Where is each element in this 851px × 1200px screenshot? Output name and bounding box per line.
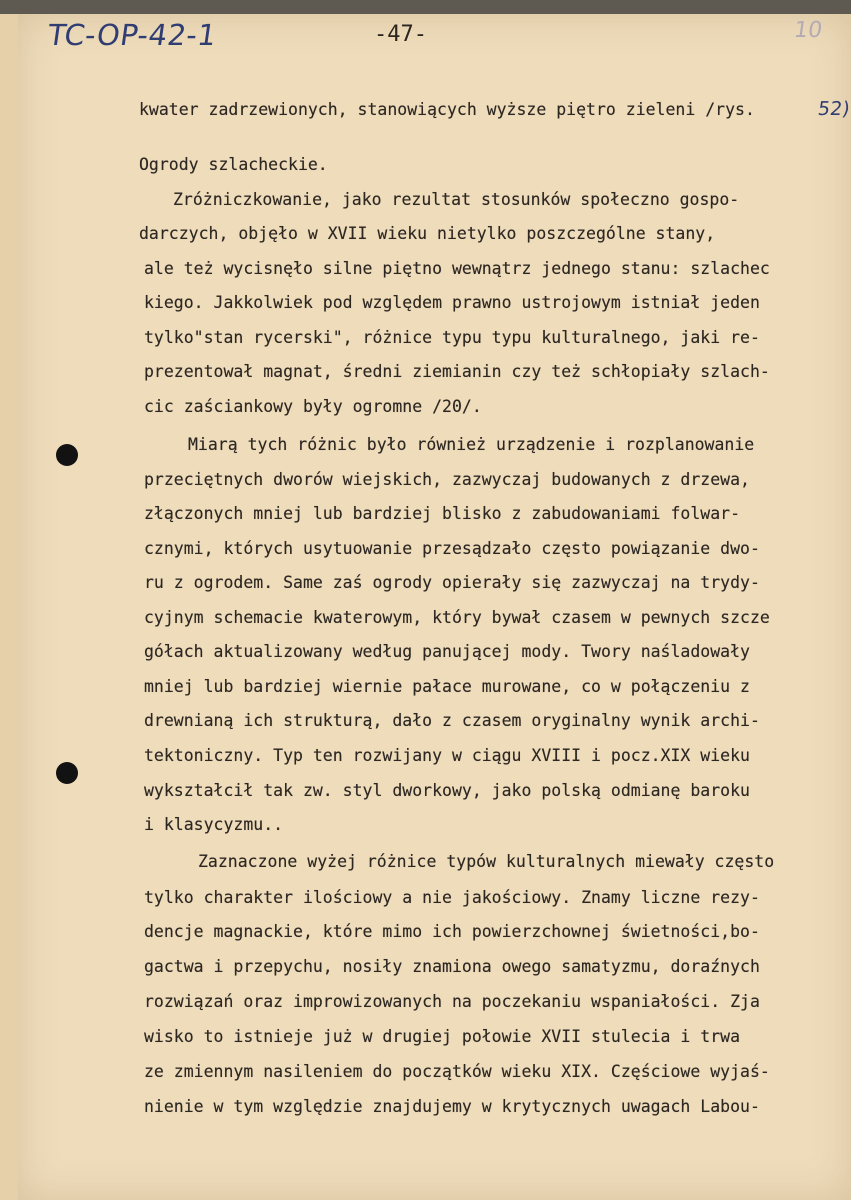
text-line: drewnianą ich strukturą, dało z czasem oryginalny wynik archi- — [144, 711, 760, 730]
text-line: kwater zadrzewionych, stanowiących wyższe piętro zieleni /rys. — [139, 100, 755, 119]
text-line: cznymi, których usytuowanie przesądzało często powiązanie dwo- — [144, 539, 760, 558]
text-line: cyjnym schemacie kwaterowym, który bywał czasem w pewnych szcze — [144, 608, 770, 627]
previous-page-edge — [0, 14, 19, 1200]
punch-hole-top — [56, 444, 78, 466]
section-heading: Ogrody szlacheckie. — [139, 155, 328, 174]
text-line: darczych, objęło w XVII wieku nietylko poszczególne stany, — [139, 224, 716, 243]
text-line: przeciętnych dworów wiejskich, zazwyczaj budowanych z drzewa, — [144, 470, 750, 489]
archive-reference-number: TC-OP-42-1 — [45, 18, 219, 52]
text-line: gółach aktualizowany według panującej mody. Twory naśladowały — [144, 642, 750, 661]
text-line: tektoniczny. Typ ten rozwijany w ciągu XVIII i pocz.XIX wieku — [144, 746, 750, 765]
text-line: gactwa i przepychu, nosiły znamiona owego samatyzmu, doraźnych — [144, 957, 760, 976]
text-line: prezentował magnat, średni ziemianin czy też schłopiały szlach- — [144, 362, 770, 381]
text-line: tylko charakter ilościowy a nie jakościowy. Znamy liczne rezy- — [144, 888, 760, 907]
punch-hole-bottom — [56, 762, 78, 784]
text-line: rozwiązań oraz improwizowanych na poczekaniu wspaniałości. Zja — [144, 992, 760, 1011]
text-line: i klasycyzmu.. — [144, 815, 284, 834]
text-line: dencje magnackie, które mimo ich powierzchownej świetności,bo- — [144, 922, 760, 941]
text-line: wykształcił tak zw. styl dworkowy, jako polską odmianę baroku — [144, 781, 750, 800]
text-line: Zaznaczone wyżej różnice typów kulturalnych miewały często — [198, 852, 775, 871]
figure-reference-note: 52) — [816, 98, 851, 120]
page-number: -47- — [374, 22, 427, 47]
text-line: ru z ogrodem. Same zaś ogrody opierały się zazwyczaj na trydy- — [144, 573, 760, 592]
text-line: ze zmiennym nasileniem do początków wieku XIX. Częściowe wyjaś- — [144, 1062, 770, 1081]
text-line: tylko"stan rycerski", różnice typu typu kulturalnego, jaki re- — [144, 328, 760, 347]
text-line: złączonych mniej lub bardziej blisko z zabudowaniami folwar- — [144, 504, 741, 523]
text-line: Miarą tych różnic było również urządzenie i rozplanowanie — [188, 435, 755, 454]
text-line: Zróżniczkowanie, jako rezultat stosunków społeczno gospo- — [173, 190, 740, 209]
text-line: nienie w tym względzie znajdujemy w krytycznych uwagach Labou- — [144, 1097, 760, 1116]
text-line: ale też wycisnęło silne piętno wewnątrz jednego stanu: szlachec — [144, 259, 770, 278]
text-line: mniej lub bardziej wiernie pałace murowane, co w połączeniu z — [144, 677, 750, 696]
text-line: kiego. Jakkolwiek pod względem prawno ustrojowym istniał jeden — [144, 293, 760, 312]
sheet-number: 10 — [792, 18, 824, 43]
text-line: cic zaściankowy były ogromne /20/. — [144, 397, 482, 416]
text-line: wisko to istnieje już w drugiej połowie XVII stulecia i trwa — [144, 1027, 741, 1046]
